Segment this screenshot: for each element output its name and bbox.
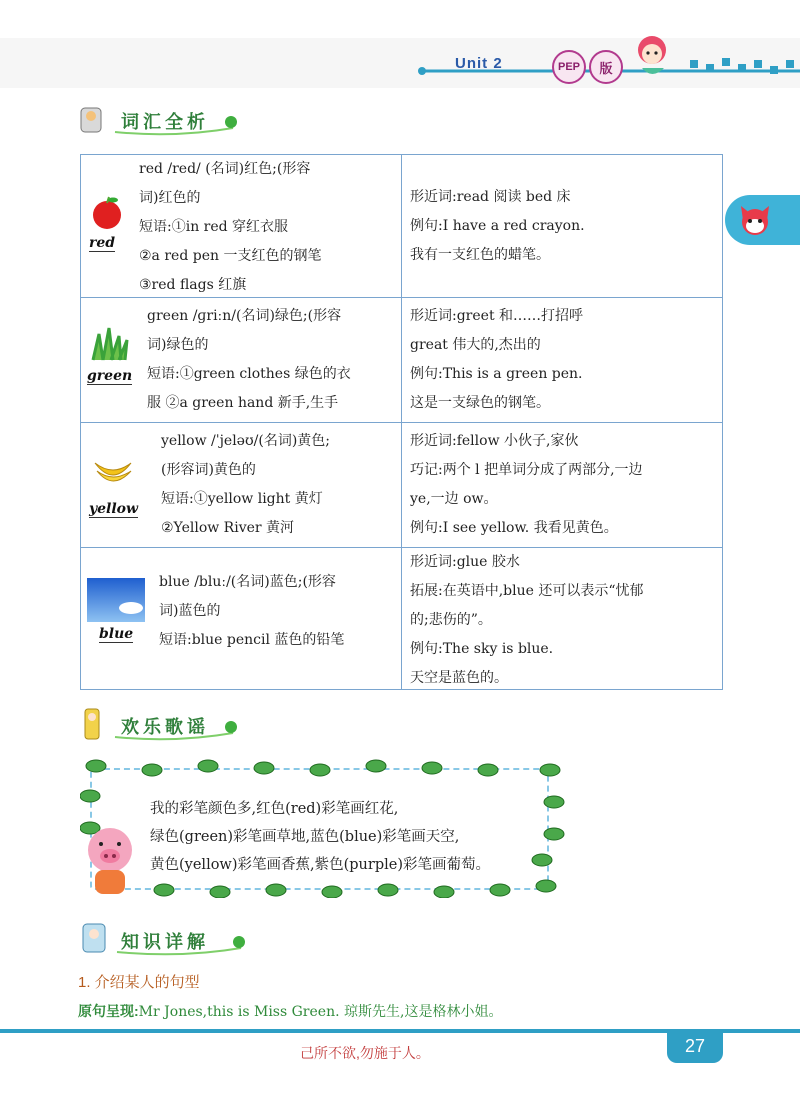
lyric-line: 黄色(yellow)彩笔画香蕉,紫色(purple)彩笔画葡萄。 — [150, 857, 490, 873]
song-lyrics — [150, 795, 490, 879]
note-line: 例句:I see yellow. 我看见黄色。 — [410, 520, 618, 536]
word-label: blue — [99, 626, 134, 642]
original-sentence-label: 原句呈现: — [78, 1003, 139, 1019]
definition-line: red /red/ (名词)红色;(形容 — [139, 161, 311, 177]
phrase-line: ③red flags 红旗 — [139, 277, 247, 293]
section-song-title: 欢乐歌谣 — [121, 717, 209, 737]
phrase-line: 服 ②a green hand 新手,生手 — [147, 395, 339, 411]
lyric-line: 我的彩笔颜色多,红色(red)彩笔画红花, — [150, 801, 399, 817]
note-line: 例句:This is a green pen. — [410, 366, 583, 382]
definition-line: (形容词)黄色的 — [161, 462, 256, 478]
note-line: 的;悲伤的”。 — [410, 612, 492, 628]
definition-line: 词)绿色的 — [147, 337, 209, 353]
pep-badge: PEP — [552, 50, 586, 84]
section-vocab-head — [75, 100, 245, 140]
word-label: red — [89, 235, 116, 251]
phrase-line: 短语:①in red 穿红衣服 — [139, 219, 289, 235]
definition-line: 词)蓝色的 — [159, 603, 221, 619]
table-row — [81, 155, 722, 298]
pig-mascot-icon — [75, 822, 145, 902]
note-line: 这是一支绿色的钢笔。 — [410, 395, 550, 411]
original-sentence — [78, 1001, 502, 1021]
section-vocab-title: 词汇全析 — [121, 112, 209, 132]
note-line: 我有一支红色的蜡笔。 — [410, 247, 550, 263]
vocab-table — [80, 154, 723, 690]
footer-proverb: 己所不欲,勿施于人。 — [300, 1045, 430, 1061]
note-line: 形近词:fellow 小伙子,家伙 — [410, 433, 579, 449]
page-number: 27 — [667, 1029, 723, 1063]
sky-photo-icon — [87, 578, 145, 622]
knowledge-heading: 1. 介绍某人的句型 — [78, 974, 200, 991]
table-row — [81, 298, 722, 423]
definition-line: blue /bluː/(名词)蓝色;(形容 — [159, 574, 336, 590]
phrase-line: 短语:blue pencil 蓝色的铅笔 — [159, 632, 345, 648]
section-song-head — [75, 705, 245, 745]
phrase-line: ②a red pen 一支红色的钢笔 — [139, 248, 322, 264]
table-row — [81, 423, 722, 548]
banana-icon — [91, 453, 135, 487]
header-decoration — [0, 38, 800, 88]
note-line: 例句:The sky is blue. — [410, 641, 554, 657]
grass-icon — [89, 326, 129, 362]
note-line: 形近词:glue 胶水 — [410, 554, 520, 570]
phrase-line: 短语:①yellow light 黄灯 — [161, 491, 323, 507]
edition-badge: 版 — [589, 50, 623, 84]
note-line: 拓展:在英语中,blue 还可以表示“忧郁 — [410, 583, 644, 599]
note-line: 形近词:greet 和……打招呼 — [410, 308, 584, 324]
original-sentence-text: Mr Jones,this is Miss Green. 琼斯先生,这是格林小姐。 — [138, 1004, 503, 1020]
unit-label: Unit 2 — [455, 55, 503, 72]
section-knowledge-title: 知识详解 — [121, 932, 209, 952]
note-line: great 伟大的,杰出的 — [410, 337, 541, 353]
definition-line: 词)红色的 — [139, 190, 201, 206]
apple-icon — [89, 195, 125, 231]
note-line: 天空是蓝色的。 — [410, 670, 508, 686]
note-line: 形近词:read 阅读 bed 床 — [410, 189, 571, 205]
phrase-line: 短语:①green clothes 绿色的衣 — [147, 366, 351, 382]
mascot-girl-icon — [620, 30, 680, 85]
fox-face-icon — [735, 200, 775, 240]
phrase-line: ②Yellow River 黄河 — [161, 520, 295, 536]
note-line: 例句:I have a red crayon. — [410, 218, 585, 234]
section-knowledge-head — [75, 920, 255, 960]
definition-line: yellow /ˈjeləʊ/(名词)黄色; — [161, 433, 331, 449]
note-line: ye,一边 ow。 — [410, 491, 498, 507]
definition-line: green /ɡriːn/(名词)绿色;(形容 — [147, 308, 342, 324]
word-label: green — [87, 368, 133, 384]
word-label: yellow — [89, 501, 139, 517]
table-row — [81, 548, 722, 689]
note-line: 巧记:两个 l 把单词分成了两部分,一边 — [410, 462, 643, 478]
lyric-line: 绿色(green)彩笔画草地,蓝色(blue)彩笔画天空, — [150, 829, 460, 845]
